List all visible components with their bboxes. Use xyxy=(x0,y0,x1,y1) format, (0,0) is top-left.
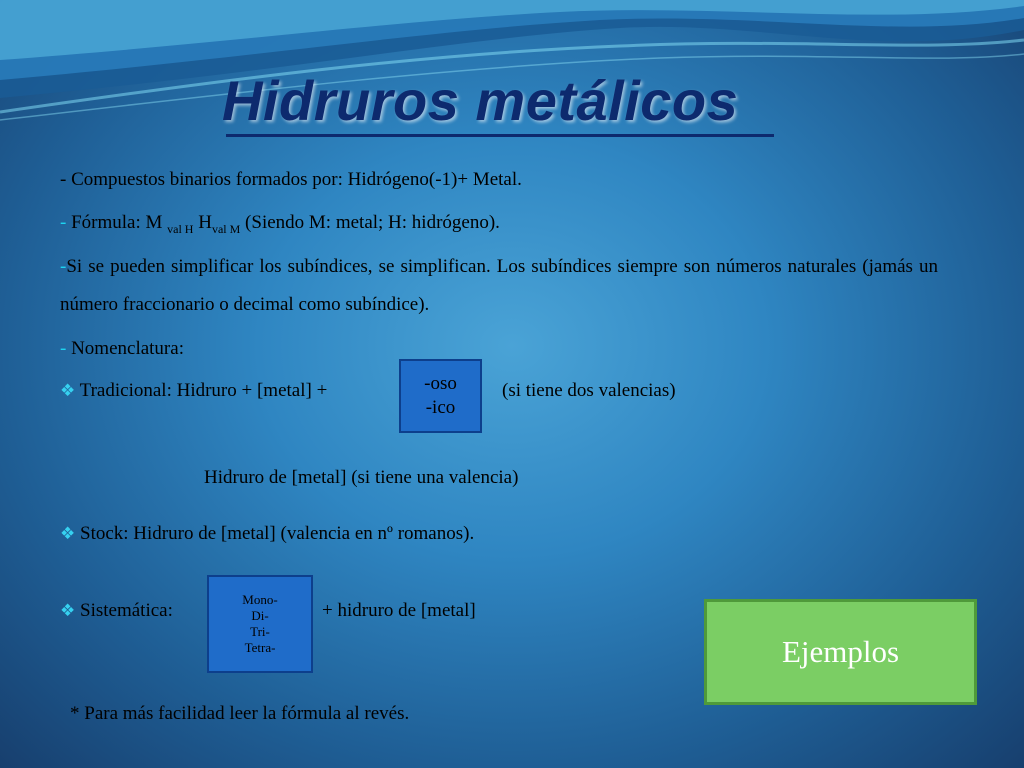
stock-line xyxy=(60,522,474,546)
formula-sub-val-m: val M xyxy=(211,222,241,236)
diamond-bullet-icon: ❖ xyxy=(60,601,76,620)
prefix-tetra: Tetra- xyxy=(244,640,276,655)
sistematica-after: + hidruro de [metal] xyxy=(322,600,476,621)
slide-title: Hidruros metálicos xyxy=(222,69,739,132)
suffix-box xyxy=(399,359,482,433)
nomenclatura-line xyxy=(60,337,184,361)
formula-dash: - xyxy=(60,212,67,233)
intro-line: - Compuestos binarios formados por: Hidrógeno(-1)+ Metal. xyxy=(60,169,522,190)
nomenclatura-text: Nomenclatura: xyxy=(71,338,184,359)
tradicional-text: Tradicional: Hidruro + [metal] + xyxy=(79,380,328,401)
diamond-bullet-icon: ❖ xyxy=(60,381,76,400)
formula-h: H xyxy=(198,212,212,233)
examples-button[interactable]: Ejemplos xyxy=(704,599,977,705)
formula-sub-val-h: val H xyxy=(167,222,194,236)
simplify-dash: - xyxy=(60,256,67,277)
suffix-ico: -ico xyxy=(425,397,456,418)
prefix-mono: Mono- xyxy=(242,592,278,607)
simplify-text: Si se pueden simplificar los subíndices, se simplifican. Los subíndices siempre son números naturales (jamás un número fraccionario o decimal como subíndice). xyxy=(60,256,938,315)
title-underline xyxy=(226,134,774,137)
prefix-di: Di- xyxy=(251,608,269,623)
formula-note: (Siendo M: metal; H: hidrógeno). xyxy=(245,212,500,233)
sistematica-line xyxy=(60,599,173,623)
prefix-tri: Tri- xyxy=(250,624,270,639)
stock-text: Stock: Hidruro de [metal] (valencia en nº romanos). xyxy=(80,523,475,544)
diamond-bullet-icon: ❖ xyxy=(60,524,76,543)
tradicional-line xyxy=(60,379,327,403)
tradicional-note: (si tiene dos valencias) xyxy=(502,380,676,401)
suffix-oso: -oso xyxy=(424,373,457,394)
sistematica-text: Sistemática: xyxy=(80,600,173,621)
tradicional-single: Hidruro de [metal] (si tiene una valencia) xyxy=(204,467,519,488)
formula-line xyxy=(60,211,500,241)
nomenclatura-dash: - xyxy=(60,338,67,359)
formula-label: Fórmula: M xyxy=(71,212,163,233)
simplify-paragraph xyxy=(60,248,938,324)
prefix-box xyxy=(207,575,313,673)
footnote: * Para más facilidad leer la fórmula al revés. xyxy=(70,703,410,724)
